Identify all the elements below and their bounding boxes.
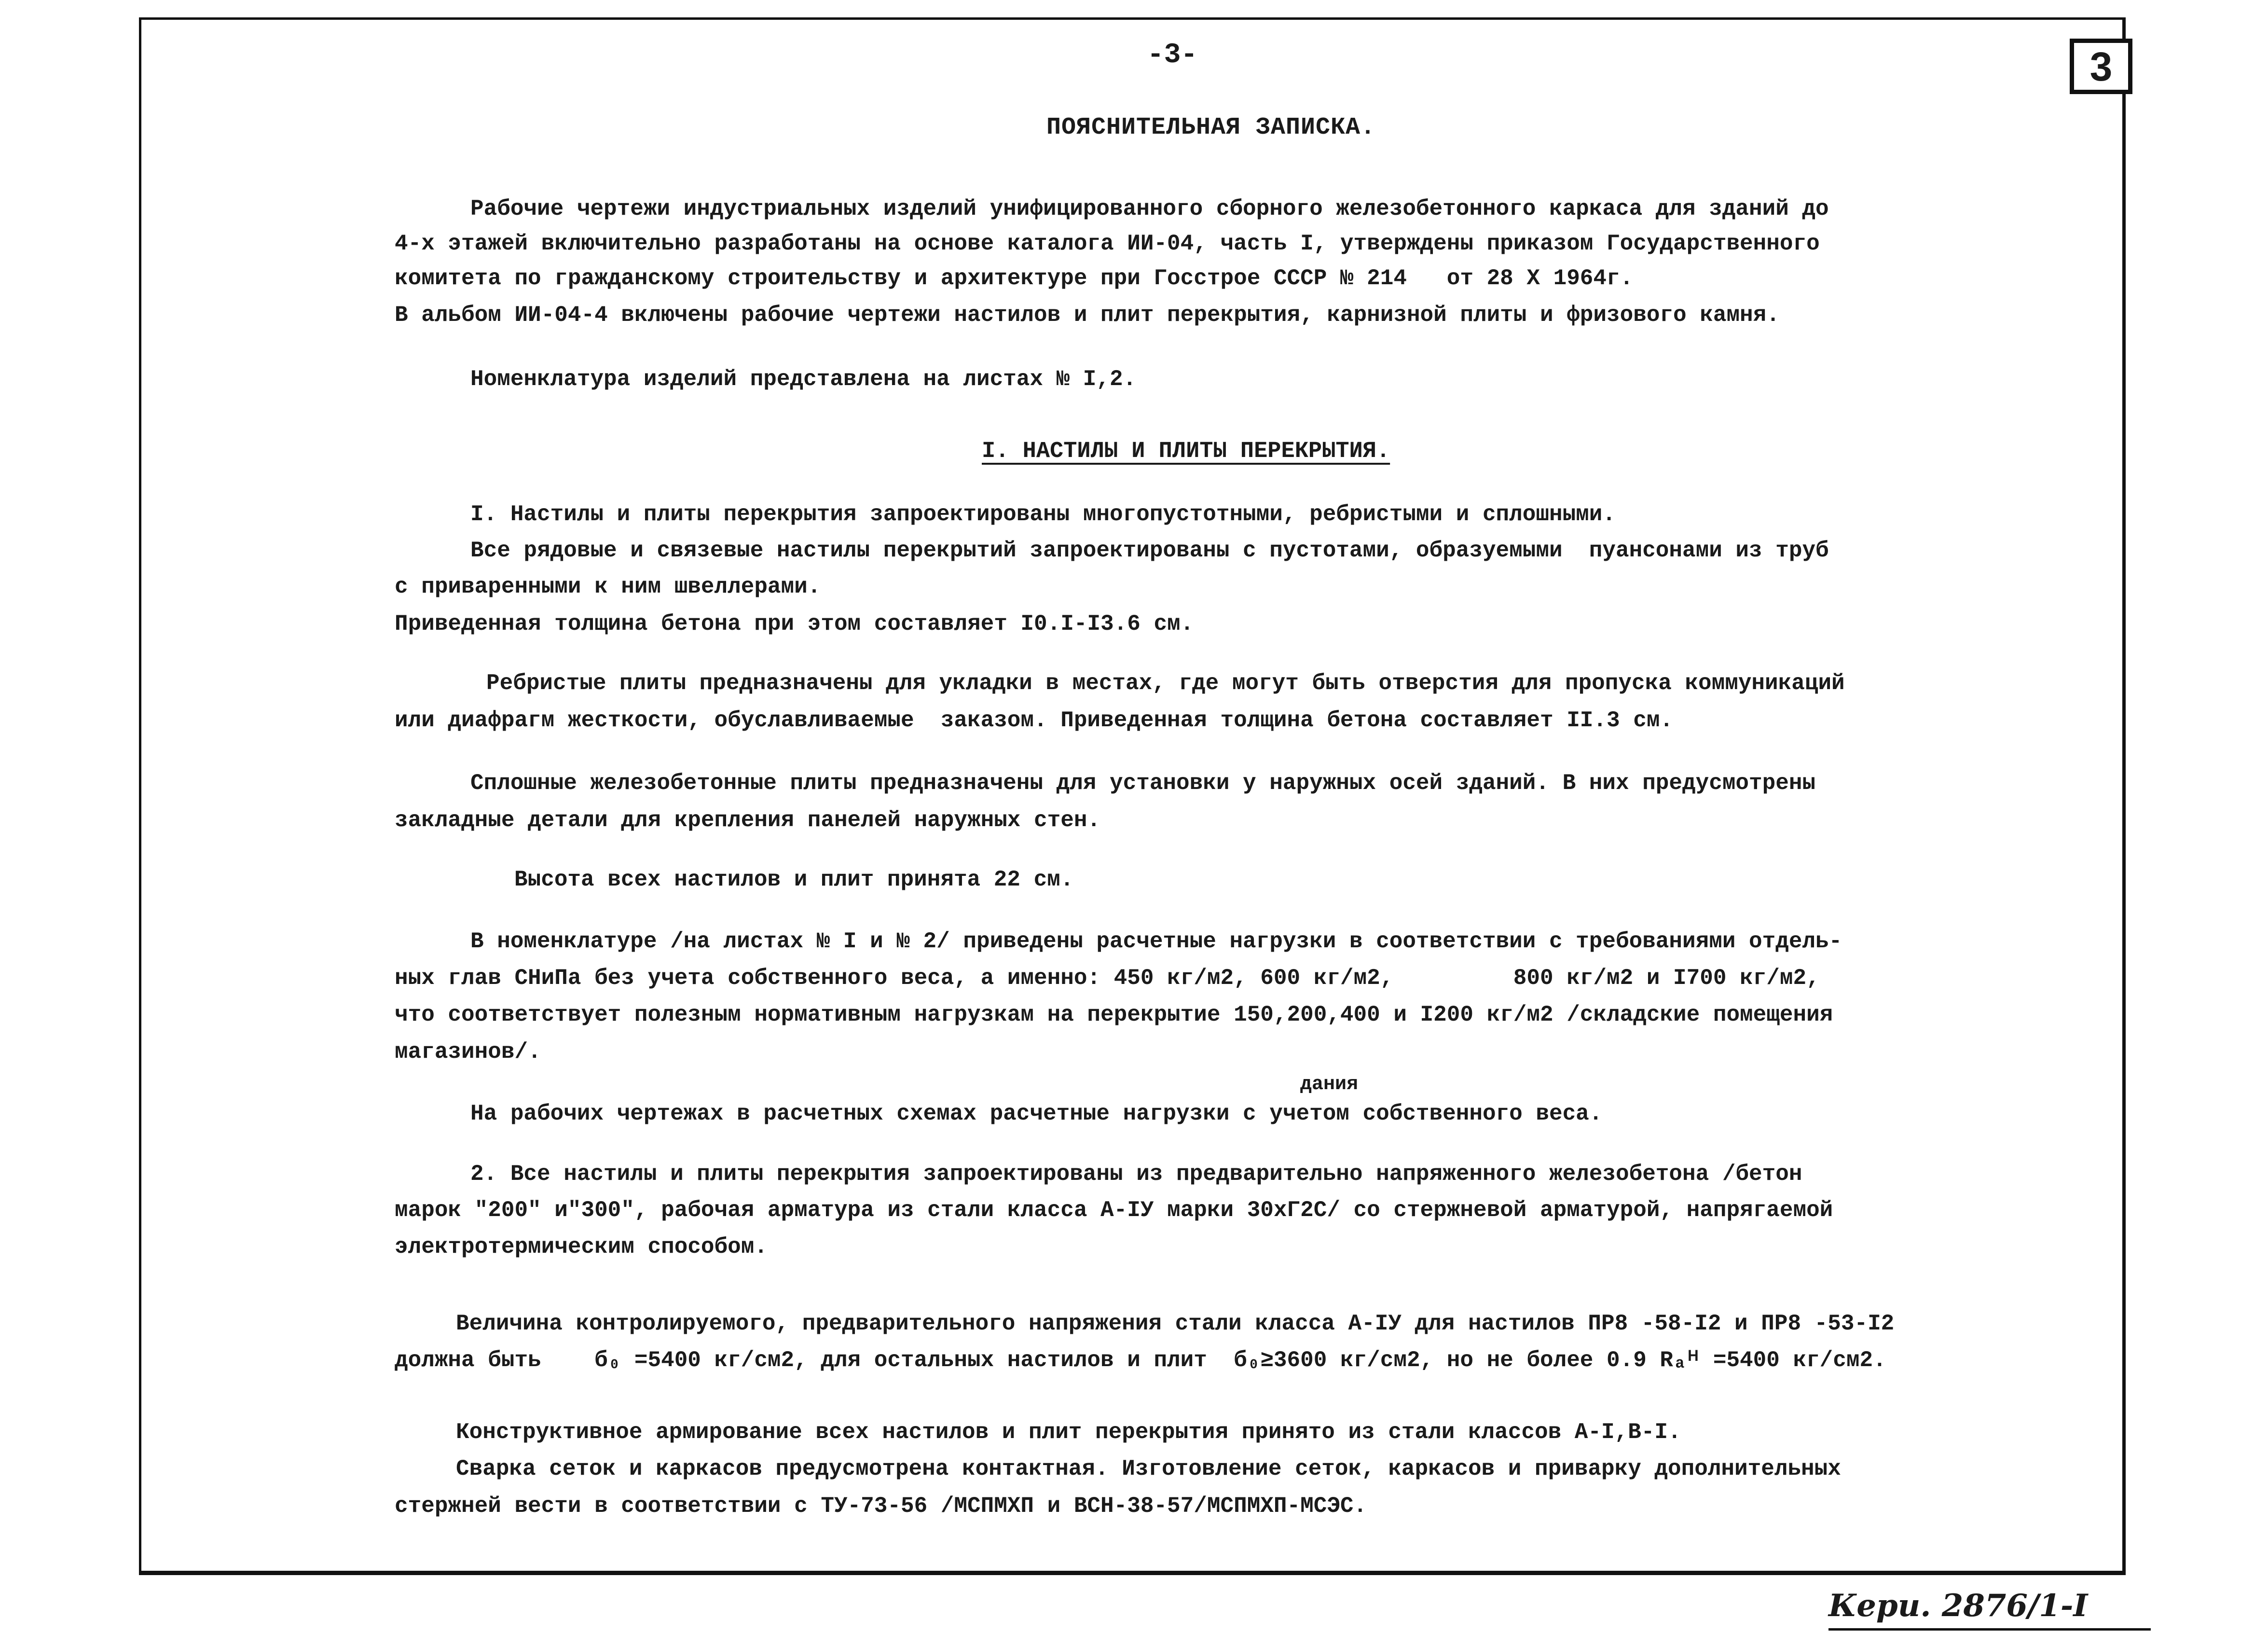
text-line: Номенклатура изделий представлена на листах № I,2. [470,367,1137,392]
text-line: На рабочих чертежах в расчетных схемах расчетные нагрузки с учетом собственного веса. [470,1101,1603,1126]
text-line: Конструктивное армирование всех настилов и плит перекрытия принято из стали классов А-I,В-I. [456,1420,1681,1445]
text-line: В номенклатуре /на листах № I и № 2/ приведены расчетные нагрузки в соответствии с требованиями отдель- [470,929,1842,954]
text-line: 4-х этажей включительно разработаны на основе каталога ИИ-04, часть I, утверждены приказом Государственного [395,231,1820,256]
section-heading: I. НАСТИЛЫ И ПЛИТЫ ПЕРЕКРЫТИЯ. [982,439,1390,464]
text-line: Сварка сеток и каркасов предусмотрена контактная. Изготовление сеток, каркасов и приварку дополнительных [456,1456,1841,1481]
text-line: Все рядовые и связевые настилы перекрытий запроектированы с пустотами, образуемыми пуансонами из труб [470,538,1829,563]
handwritten-insert: дания [1300,1074,1359,1095]
text-line: закладные детали для крепления панелей наружных стен. [395,808,1101,833]
text-line: электротермическим способом. [395,1234,768,1259]
text-line: комитета по гражданскому строительству и архитектуре при Госстрое СССР № 214 от 28 X 1964г. [395,266,1634,291]
text-line: должна быть б₀ =5400 кг/см2, для остальных настилов и плит б₀≥3600 кг/см2, но не более 0.9 Rₐᴴ =5400 кг/см2. [395,1348,1886,1373]
sheet-number: 3 [2089,43,2113,89]
text-line: Величина контролируемого, предварительного напряжения стали класса А-IУ для настилов ПР8 -58-I2 и ПР8 -53-I2 [456,1311,1895,1336]
page-number: -3- [1147,40,1198,71]
text-line: магазинов/. [395,1039,541,1065]
text-line: или диафрагм жесткости, обуславливаемые заказом. Приведенная толщина бетона составляет II.3 см. [395,708,1674,733]
text-line: ных глав СНиПа без учета собственного веса, а именно: 450 кг/м2, 600 кг/м2, 800 кг/м2 и I700 кг/м2, [395,966,1820,991]
text-line: что соответствует полезным нормативным нагрузкам на перекрытие 150,200,400 и I200 кг/м2 /складские помещения [395,1002,1833,1027]
handwritten-signature: Кери. 2876/1-I [1828,1588,2088,1624]
text-line: Высота всех настилов и плит принята 22 см. [514,867,1074,892]
text-line: Приведенная толщина бетона при этом составляет I0.I-I3.6 см. [395,611,1194,637]
sheet-number-box [2070,39,2132,94]
text-line: Рабочие чертежи индустриальных изделий унифицированного сборного железобетонного каркаса для зданий до [470,196,1829,221]
text-line: стержней вести в соответствии с ТУ-73-56 /МСПМХП и ВСН-38-57/МСПМХП-МСЭС. [395,1494,1367,1519]
document-title: ПОЯСНИТЕЛЬНАЯ ЗАПИСКА. [1046,114,1376,141]
text-line: В альбом ИИ-04-4 включены рабочие чертежи настилов и плит перекрытия, карнизной плиты и фризового камня. [395,303,1780,328]
signature-underline [1828,1628,2151,1631]
text-line: с приваренными к ним швеллерами. [395,574,821,599]
text-line: I. Настилы и плиты перекрытия запроектированы многопустотными, ребристыми и сплошными. [470,502,1616,527]
text-line: марок "200" и"300", рабочая арматура из стали класса А-IУ марки 30хГ2С/ со стержневой арматурой, напрягаемой [395,1198,1833,1223]
text-line: Ребристые плиты предназначены для укладки в местах, где могут быть отверстия для пропуска коммуникаций [486,671,1845,696]
text-line: Сплошные железобетонные плиты предназначены для установки у наружных осей зданий. В них предусмотрены [470,771,1816,796]
text-line: 2. Все настилы и плиты перекрытия запроектированы из предварительно напряженного железобетона /бетон [470,1162,1802,1187]
